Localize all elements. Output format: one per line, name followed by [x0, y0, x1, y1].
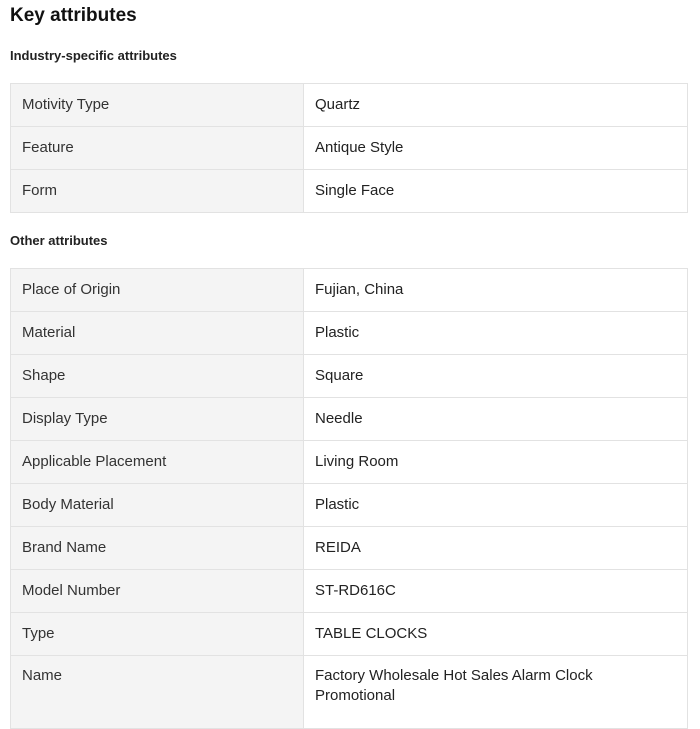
attribute-key: Material [11, 312, 304, 355]
other-section-title: Other attributes [10, 233, 108, 248]
table-row [11, 398, 688, 441]
attribute-key: Shape [11, 355, 304, 398]
attribute-key: Feature [11, 127, 304, 170]
page-title: Key attributes [10, 5, 137, 26]
attribute-value: ST-RD616C [304, 570, 688, 613]
attribute-key: Model Number [11, 570, 304, 613]
attribute-key: Display Type [11, 398, 304, 441]
table-row [11, 527, 688, 570]
industry-attributes-table [10, 83, 688, 213]
attribute-value: Living Room [304, 441, 688, 484]
table-row [11, 656, 688, 729]
table-row [11, 613, 688, 656]
attribute-value: Plastic [304, 484, 688, 527]
attribute-key: Type [11, 613, 304, 656]
table-row [11, 127, 688, 170]
attribute-key: Applicable Placement [11, 441, 304, 484]
table-row [11, 312, 688, 355]
table-row [11, 484, 688, 527]
attribute-value: Plastic [304, 312, 688, 355]
table-row [11, 84, 688, 127]
table-row [11, 269, 688, 312]
attribute-key: Name [11, 656, 304, 729]
table-row [11, 441, 688, 484]
attribute-value: Fujian, China [304, 269, 688, 312]
attribute-key: Motivity Type [11, 84, 304, 127]
industry-section-title: Industry-specific attributes [10, 48, 177, 63]
table-row [11, 170, 688, 213]
attribute-value: Square [304, 355, 688, 398]
attribute-key: Brand Name [11, 527, 304, 570]
attribute-key: Body Material [11, 484, 304, 527]
attribute-key: Form [11, 170, 304, 213]
attribute-key: Place of Origin [11, 269, 304, 312]
attribute-value: Single Face [304, 170, 688, 213]
attribute-value: Quartz [304, 84, 688, 127]
attribute-value: Antique Style [304, 127, 688, 170]
other-attributes-table [10, 268, 688, 729]
attribute-value: Needle [304, 398, 688, 441]
attribute-value: REIDA [304, 527, 688, 570]
table-row [11, 570, 688, 613]
attribute-value: TABLE CLOCKS [304, 613, 688, 656]
table-row [11, 355, 688, 398]
attribute-value: Factory Wholesale Hot Sales Alarm Clock Promotional [304, 656, 688, 729]
